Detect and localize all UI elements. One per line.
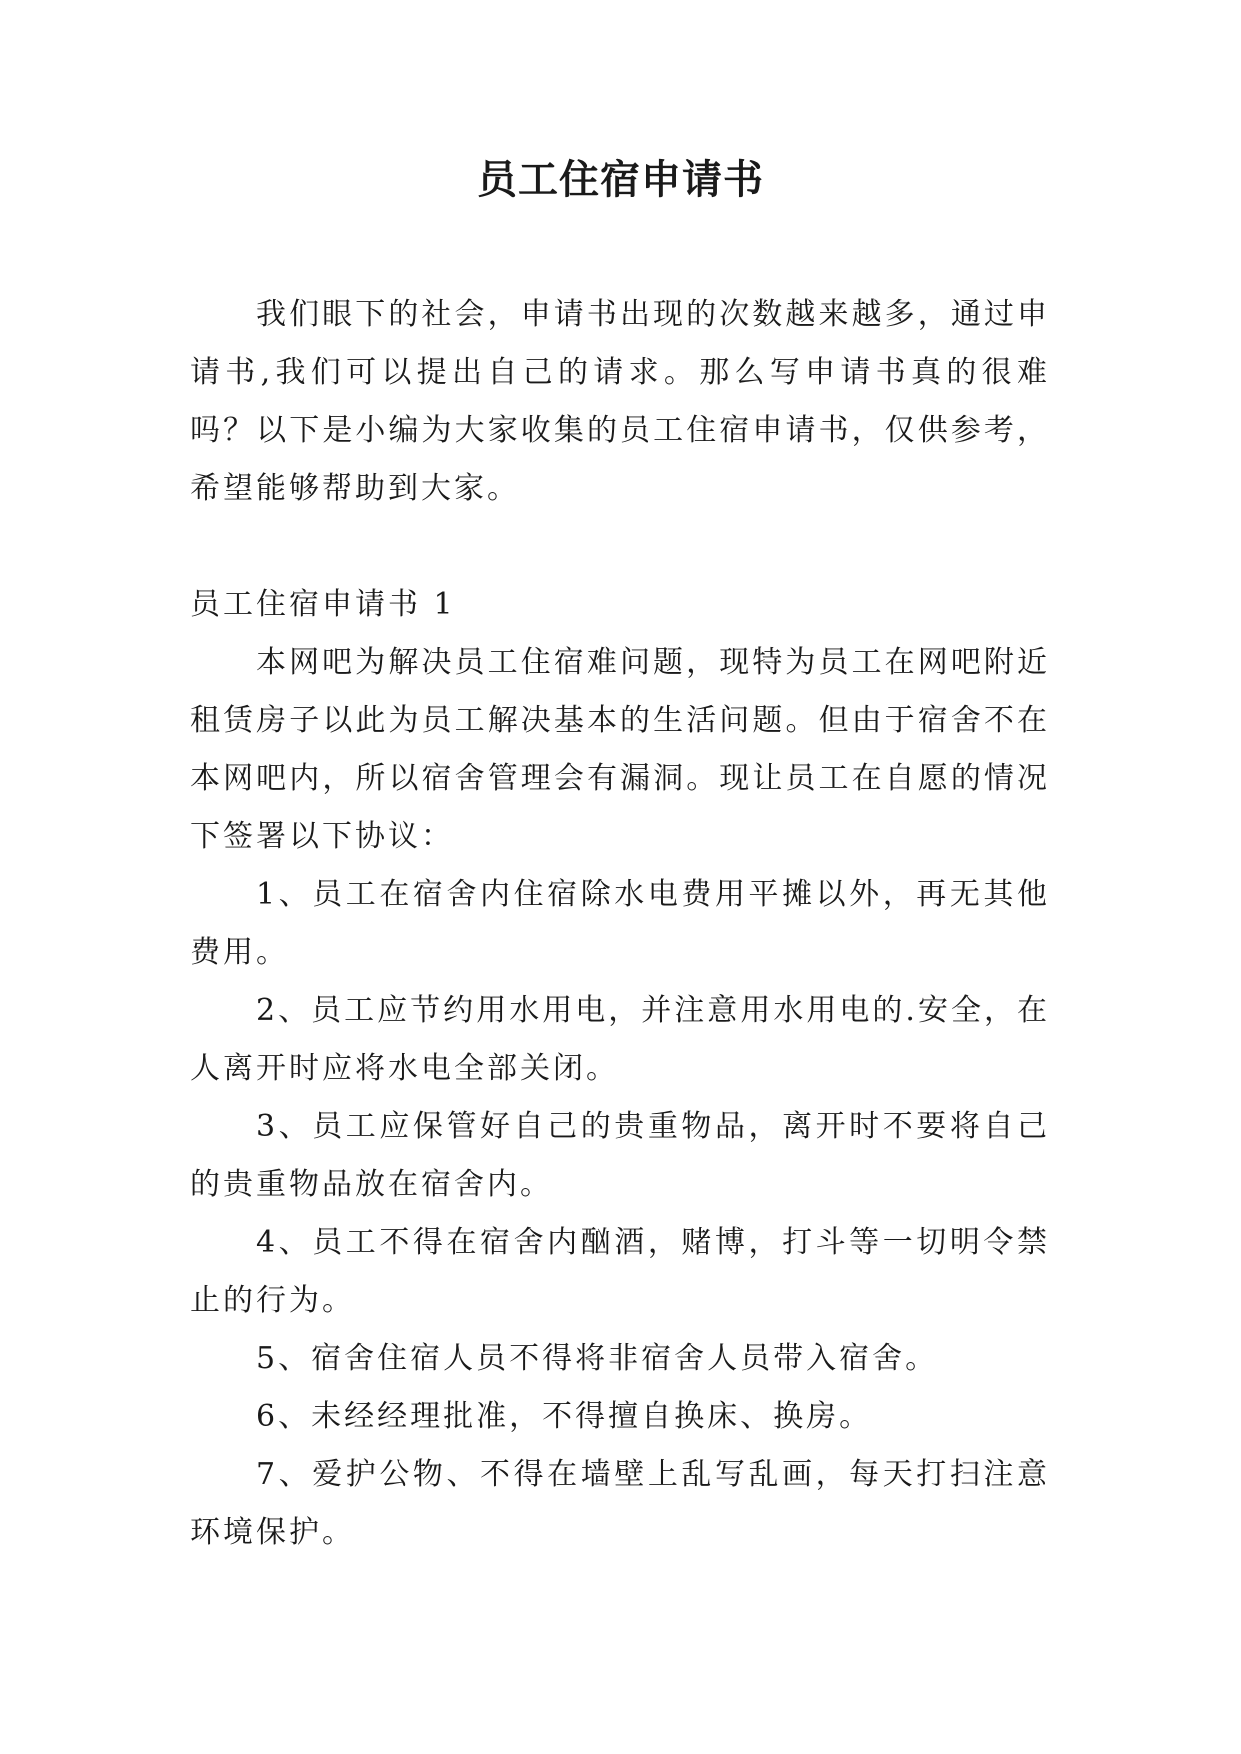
section-heading: 员工住宿申请书 1 — [190, 587, 456, 622]
section-lead-paragraph: 本网吧为解决员工住宿难问题，现特为员工在网吧附近租赁房子以此为员工解决基本的生活问题。但由于宿舍不在本网吧内，所以宿舍管理会有漏洞。现让员工在自愿的情况下签署以下协议： — [190, 645, 1050, 854]
rule-item: 2、员工应节约用水用电，并注意用水用电的.安全，在人离开时应将水电全部关闭。 — [190, 993, 1050, 1086]
rule-item: 7、爱护公物、不得在墙壁上乱写乱画，每天打扫注意环境保护。 — [190, 1457, 1050, 1550]
rule-item: 6、未经经理批准，不得擅自换床、换房。 — [256, 1399, 873, 1434]
rule-item: 3、员工应保管好自己的贵重物品，离开时不要将自己的贵重物品放在宿舍内。 — [190, 1109, 1050, 1202]
rule-item: 1、员工在宿舍内住宿除水电费用平摊以外，再无其他费用。 — [190, 877, 1050, 970]
document-title: 员工住宿申请书 — [477, 156, 764, 203]
rule-item: 4、员工不得在宿舍内酗酒，赌博，打斗等一切明令禁止的行为。 — [190, 1225, 1050, 1318]
rule-item: 5、宿舍住宿人员不得将非宿舍人员带入宿舍。 — [256, 1341, 939, 1376]
document-body — [190, 286, 1050, 1562]
intro-paragraph: 我们眼下的社会，申请书出现的次数越来越多，通过申请书,我们可以提出自己的请求。那么写申请书真的很难吗？以下是小编为大家收集的员工住宿申请书，仅供参考，希望能够帮助到大家。 — [190, 297, 1050, 506]
